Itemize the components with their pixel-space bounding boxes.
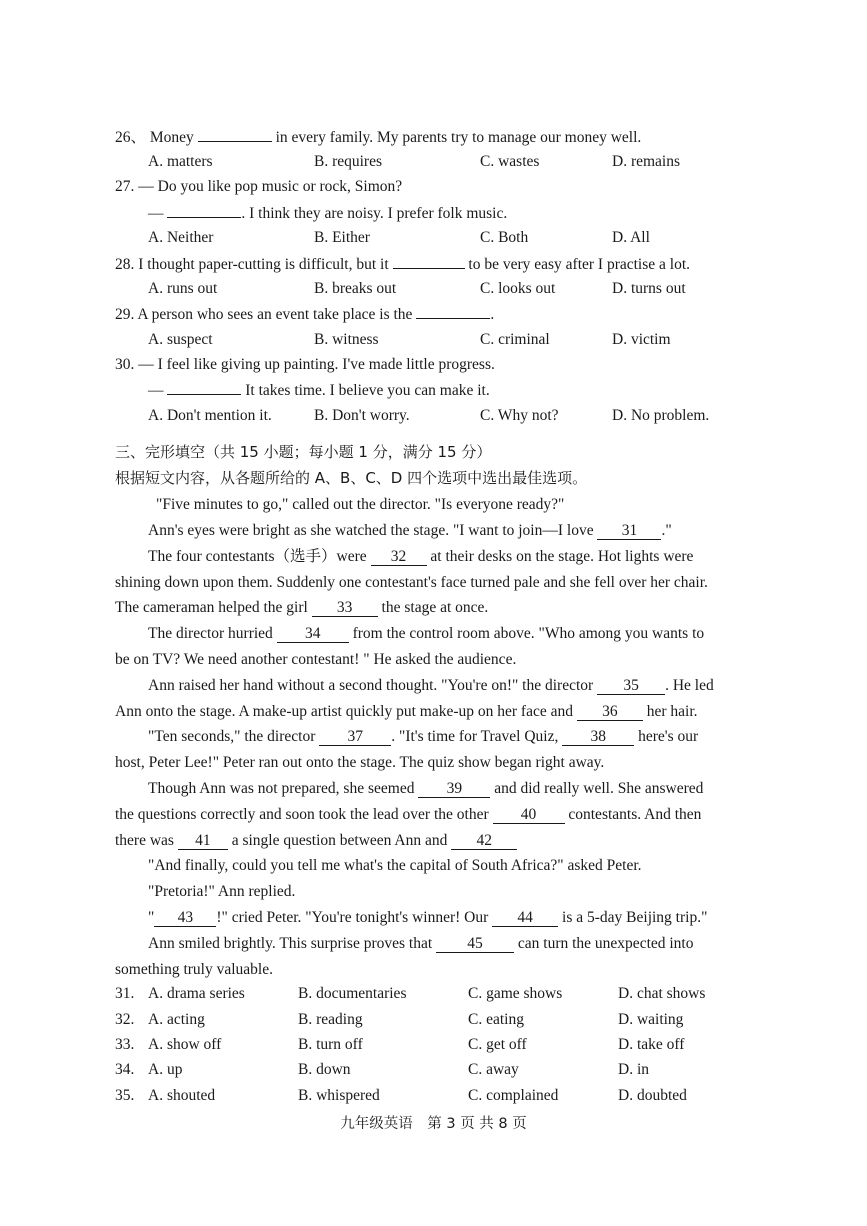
- option-a[interactable]: A. Don't mention it.: [148, 407, 272, 424]
- blank-45[interactable]: 45: [436, 935, 514, 953]
- blank-43[interactable]: 43: [154, 909, 216, 927]
- question-number: 35.: [115, 1087, 135, 1104]
- option-b[interactable]: B. reading: [298, 1011, 363, 1028]
- question-text: I thought paper-cutting is difficult, but it: [138, 256, 389, 273]
- section-instruction: 根据短文内容，从各题所给的 A、B、C、D 四个选项中选出最佳选项。: [115, 469, 588, 487]
- question-text: A person who sees an event take place is the: [137, 306, 413, 323]
- option-b[interactable]: B. requires: [314, 153, 383, 170]
- question-number: 33.: [115, 1036, 135, 1053]
- option-a[interactable]: A. shouted: [148, 1087, 216, 1104]
- option-b[interactable]: B. breaks out: [314, 280, 397, 297]
- option-b[interactable]: B. Either: [314, 229, 370, 246]
- option-b[interactable]: B. witness: [314, 331, 379, 348]
- passage-line: The cameraman helped the girl 33 the stage at once.: [115, 599, 489, 616]
- option-d[interactable]: D. No problem.: [612, 407, 710, 424]
- option-a[interactable]: A. runs out: [148, 280, 218, 297]
- option-c[interactable]: C. wastes: [480, 153, 540, 170]
- section-title: 三、完形填空（共 15 小题；每小题 1 分，满分 15 分）: [115, 443, 492, 461]
- question-26: [115, 127, 641, 148]
- option-c[interactable]: C. looks out: [480, 280, 556, 297]
- passage-line: "Ten seconds," the director 37 . "It's time for Travel Quiz, 38 here's our: [148, 728, 699, 745]
- question-number: 28.: [115, 256, 135, 273]
- question-number: 27.: [115, 178, 135, 195]
- option-c[interactable]: C. Both: [480, 229, 529, 246]
- blank-33[interactable]: 33: [312, 599, 378, 617]
- option-c[interactable]: C. Why not?: [480, 407, 559, 424]
- question-number: 34.: [115, 1061, 135, 1078]
- passage-line: Ann smiled brightly. This surprise proves that 45 can turn the unexpected into: [148, 935, 694, 952]
- passage-line: "Five minutes to go," called out the director. "Is everyone ready?": [156, 496, 565, 513]
- blank-35[interactable]: 35: [597, 677, 665, 695]
- passage-line: Ann's eyes were bright as she watched the stage. "I want to join—I love 31 .": [148, 522, 672, 539]
- option-d[interactable]: D. All: [612, 229, 650, 246]
- blank-40[interactable]: 40: [493, 806, 565, 824]
- answer-blank[interactable]: [416, 304, 490, 319]
- blank-34[interactable]: 34: [277, 625, 349, 643]
- option-c[interactable]: C. complained: [468, 1087, 559, 1104]
- answer-blank[interactable]: [167, 203, 241, 218]
- question-text: — I feel like giving up painting. I've made little progress.: [138, 356, 495, 373]
- blank-42[interactable]: 42: [451, 832, 517, 850]
- answer-blank[interactable]: [167, 380, 241, 395]
- option-b[interactable]: B. turn off: [298, 1036, 363, 1053]
- option-d[interactable]: D. in: [618, 1061, 649, 1078]
- question-27-reply: [148, 203, 507, 224]
- question-number: 32.: [115, 1011, 135, 1028]
- dash: —: [148, 205, 164, 222]
- question-text: — Do you like pop music or rock, Simon?: [138, 178, 403, 195]
- option-d[interactable]: D. remains: [612, 153, 681, 170]
- blank-32[interactable]: 32: [371, 548, 427, 566]
- passage-line: "And finally, could you tell me what's the capital of South Africa?" asked Peter.: [148, 857, 642, 874]
- option-d[interactable]: D. waiting: [618, 1011, 684, 1028]
- dash: —: [148, 382, 164, 399]
- question-text: to be very easy after I practise a lot.: [468, 256, 691, 273]
- page-footer: 九年级英语 第 3 页 共 8 页: [340, 1116, 527, 1132]
- option-c[interactable]: C. game shows: [468, 985, 563, 1002]
- option-a[interactable]: A. drama series: [148, 985, 245, 1002]
- question-27: [115, 177, 402, 197]
- passage-line: something truly valuable.: [115, 961, 273, 978]
- answer-blank[interactable]: [198, 127, 272, 142]
- option-d[interactable]: D. victim: [612, 331, 671, 348]
- passage-line: Though Ann was not prepared, she seemed 39 and did really well. She answered: [148, 780, 704, 797]
- blank-36[interactable]: 36: [577, 703, 643, 721]
- question-30-reply: [148, 380, 490, 401]
- passage-line: there was 41 a single question between Ann and 42: [115, 831, 517, 851]
- option-a[interactable]: A. up: [148, 1061, 183, 1078]
- option-c[interactable]: C. criminal: [480, 331, 550, 348]
- option-c[interactable]: C. get off: [468, 1036, 527, 1053]
- blank-39[interactable]: 39: [418, 780, 490, 798]
- blank-38[interactable]: 38: [562, 728, 634, 746]
- question-number: 26、: [115, 129, 147, 146]
- option-d[interactable]: D. take off: [618, 1036, 685, 1053]
- passage-line: the questions correctly and soon took the lead over the other 40 contestants. And then: [115, 806, 702, 823]
- blank-41[interactable]: 41: [178, 832, 228, 850]
- option-c[interactable]: C. away: [468, 1061, 519, 1078]
- question-text: .: [490, 306, 495, 323]
- option-a[interactable]: A. acting: [148, 1011, 205, 1028]
- passage-line: The director hurried 34 from the control room above. "Who among you wants to: [148, 625, 705, 642]
- blank-44[interactable]: 44: [492, 909, 558, 927]
- passage-line: " 43 !" cried Peter. "You're tonight's winner! Our 44 is a 5-day Beijing trip.": [148, 909, 708, 926]
- option-c[interactable]: C. eating: [468, 1011, 524, 1028]
- option-d[interactable]: D. turns out: [612, 280, 686, 297]
- option-b[interactable]: B. down: [298, 1061, 351, 1078]
- question-28: [115, 254, 690, 275]
- answer-blank[interactable]: [393, 254, 465, 269]
- option-a[interactable]: A. Neither: [148, 229, 214, 246]
- passage-line: be on TV? We need another contestant! " He asked the audience.: [115, 651, 517, 668]
- option-b[interactable]: B. documentaries: [298, 985, 407, 1002]
- option-a[interactable]: A. suspect: [148, 331, 213, 348]
- question-number: 30.: [115, 356, 135, 373]
- blank-31[interactable]: 31: [597, 522, 661, 540]
- blank-37[interactable]: 37: [319, 728, 391, 746]
- question-text: in every family. My parents try to manage our money well.: [275, 129, 642, 146]
- passage-line: Ann raised her hand without a second thought. "You're on!" the director 35 . He led: [148, 677, 714, 694]
- option-d[interactable]: D. doubted: [618, 1087, 687, 1104]
- question-text: It takes time. I believe you can make it.: [245, 382, 490, 399]
- passage-line: Ann onto the stage. A make-up artist quickly put make-up on her face and 36 her hair.: [115, 703, 698, 720]
- option-b[interactable]: B. Don't worry.: [314, 407, 410, 424]
- question-30: [115, 355, 495, 375]
- question-29: [115, 304, 494, 325]
- option-d[interactable]: D. chat shows: [618, 985, 706, 1002]
- question-number: 31.: [115, 985, 135, 1002]
- option-a[interactable]: A. show off: [148, 1036, 222, 1053]
- passage-line: The four contestants（选手）were 32 at their desks on the stage. Hot lights were: [148, 548, 694, 565]
- question-text: Money: [149, 129, 194, 146]
- passage-line: shining down upon them. Suddenly one contestant's face turned pale and she fell over her chair.: [115, 574, 708, 591]
- passage-line: host, Peter Lee!" Peter ran out onto the stage. The quiz show began right away.: [115, 754, 605, 771]
- option-b[interactable]: B. whispered: [298, 1087, 380, 1104]
- option-a[interactable]: A. matters: [148, 153, 213, 170]
- question-text: . I think they are noisy. I prefer folk music.: [241, 205, 508, 222]
- question-number: 29.: [115, 306, 135, 323]
- passage-line: "Pretoria!" Ann replied.: [148, 883, 296, 900]
